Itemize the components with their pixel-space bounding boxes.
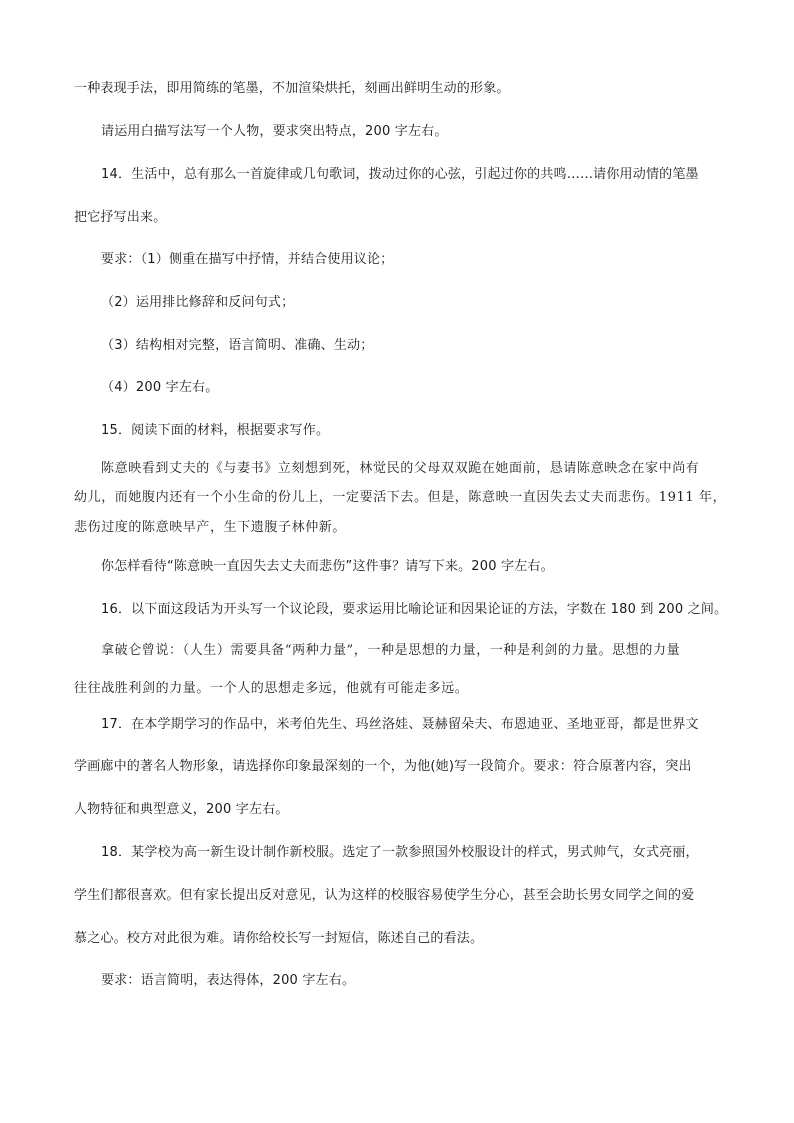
q14-requirement-3: （3）结构相对完整，语言简明、准确、生动；	[101, 338, 374, 353]
q18-line-1: 18．某学校为高一新生设计制作新校服。选定了一款参照国外校服设计的样式，男式帅气，女式亮丽，	[101, 845, 699, 860]
q14-requirement-1: 要求：（1）侧重在描写中抒情，并结合使用议论；	[101, 252, 394, 267]
q14-line-2: 把它抒写出来。	[74, 210, 167, 225]
q14-requirement-4: （4）200 字左右。	[101, 380, 219, 395]
q18-line-2: 学生们都很喜欢。但有家长提出反对意见，认为这样的校服容易使学生分心，甚至会助长男女同学之间的爱	[74, 888, 695, 903]
q15-material-line-2: 幼儿，而她腹内还有一个小生命的份儿上，一定要活下去。但是，陈意映一直因失去丈夫而悲伤。1911 年，	[74, 490, 727, 505]
intro-task-text: 请运用白描写法写一个人物，要求突出特点，200 字左右。	[101, 124, 448, 139]
q16-quote-line-1: 拿破仑曾说：（人生）需要具备“两种力量”，一种是思想的力量，一种是利剑的力量。思想的力量	[101, 643, 681, 658]
q14-line-1: 14．生活中，总有那么一首旋律或几句歌词，拨动过你的心弦，引起过你的共鸣……请你用动情的笔墨	[101, 167, 699, 182]
intro-tail-text: 一种表现手法，即用简练的笔墨，不加渲染烘托，刻画出鲜明生动的形象。	[74, 81, 510, 96]
q14-requirement-2: （2）运用排比修辞和反问句式；	[101, 295, 295, 310]
q17-line-3: 人物特征和典型意义，200 字左右。	[74, 802, 289, 817]
q18-requirement: 要求：语言简明，表达得体，200 字左右。	[101, 973, 356, 988]
q15-question: 你怎样看待“陈意映一直因失去丈夫而悲伤”这件事？请写下来。200 字左右。	[101, 559, 554, 574]
q17-line-1: 17．在本学期学习的作品中，米考伯先生、玛丝洛娃、聂赫留朵夫、布恩迪亚、圣地亚哥，都是世界文	[101, 717, 699, 732]
q15-prompt: 15．阅读下面的材料，根据要求写作。	[101, 423, 330, 438]
q17-line-2: 学画廊中的著名人物形象，请选择你印象最深刻的一个，为他(她)写一段简介。要求：符合原著内容，突出	[74, 759, 692, 774]
q16-prompt: 16．以下面这段话为开头写一个议论段，要求运用比喻论证和因果论证的方法，字数在 180 到 200 之间。	[101, 602, 728, 617]
q16-quote-line-2: 往往战胜利剑的力量。一个人的思想走多远，他就有可能走多远。	[74, 681, 469, 696]
q18-line-3: 慕之心。校方对此很为难。请你给校长写一封短信，陈述自己的看法。	[74, 931, 484, 946]
q15-material-line-3: 悲伤过度的陈意映早产，生下遗腹子林仲新。	[74, 520, 347, 535]
q15-material-line-1: 陈意映看到丈夫的《与妻书》立刻想到死，林觉民的父母双双跪在她面前，恳请陈意映念在家中尚有	[101, 461, 700, 476]
